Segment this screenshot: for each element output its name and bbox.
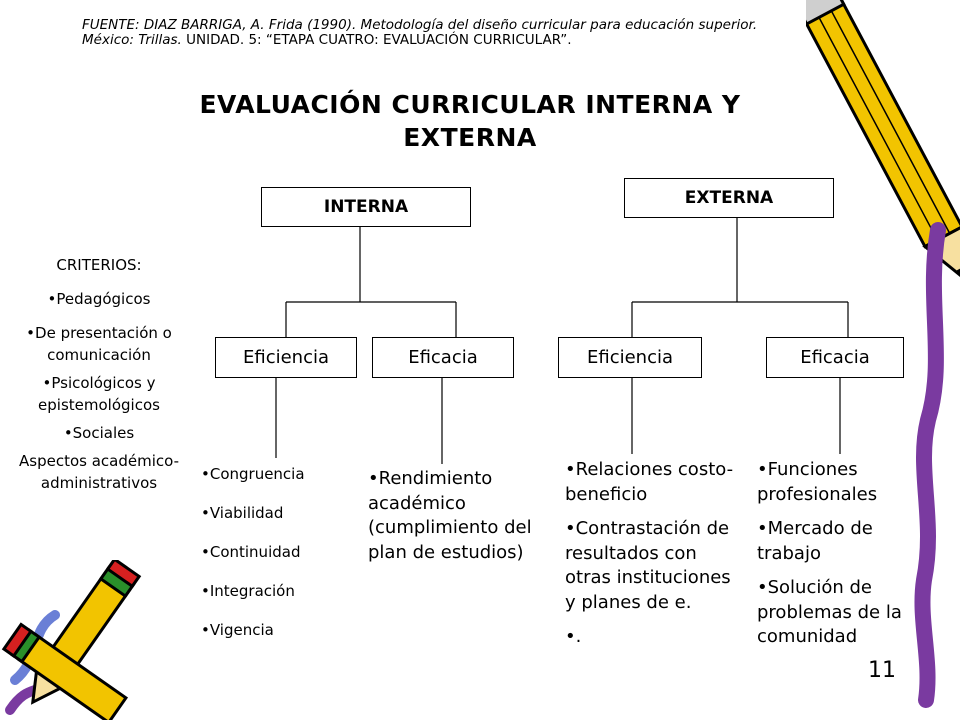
- page-title: [120, 88, 820, 154]
- source-plain: UNIDAD. 5: “ETAPA CUATRO: EVALUACIÓN CURRICULAR”.: [181, 32, 572, 48]
- criteria-list: [10, 254, 188, 500]
- list-item: •Continuidad: [201, 543, 301, 561]
- list-item: •Vigencia: [201, 621, 274, 639]
- list-item: •Mercado de trabajo: [757, 518, 873, 564]
- externa-eficacia-box: Eficacia: [766, 337, 904, 378]
- criteria-item: •Pedagógicos: [47, 290, 151, 308]
- list-item: •Congruencia: [201, 465, 305, 483]
- list-item: •.: [565, 626, 582, 647]
- criteria-item: •Sociales: [63, 424, 135, 442]
- list-item: •Relaciones costo-beneficio: [565, 459, 734, 505]
- interna-eficacia-box: Eficacia: [372, 337, 514, 378]
- interna-eficiencia-list: [201, 464, 351, 659]
- externa-eficiencia-list: [565, 458, 745, 660]
- interna-box: INTERNA: [261, 187, 471, 227]
- externa-eficacia-list: [757, 458, 917, 660]
- page-number: 11: [868, 658, 896, 683]
- criteria-item: •De presentación o comunicación: [26, 324, 172, 364]
- list-item: •Integración: [201, 582, 295, 600]
- list-item: •Funciones profesionales: [757, 459, 878, 505]
- externa-eficiencia-box: Eficiencia: [558, 337, 702, 378]
- source-citation: [82, 18, 782, 48]
- externa-box: EXTERNA: [624, 178, 834, 218]
- interna-eficiencia-box: Eficiencia: [215, 337, 357, 378]
- interna-eficacia-list: [368, 467, 538, 575]
- list-item: •Rendimiento académico (cumplimiento del plan de estudios): [368, 468, 532, 563]
- pencils-bottom-left-icon: [0, 560, 160, 720]
- title-line-2: EXTERNA: [403, 123, 537, 152]
- list-item: •Viabilidad: [201, 504, 284, 522]
- list-item: •Solución de problemas de la comunidad: [757, 577, 902, 647]
- title-line-1: EVALUACIÓN CURRICULAR INTERNA Y: [199, 90, 741, 119]
- source-italic: FUENTE: DIAZ BARRIGA, A. Frida (1990). Metodología del diseño curricular para educación superior. México: Trillas.: [82, 17, 758, 48]
- criteria-item: Aspectos académico-administrativos: [19, 452, 179, 492]
- criteria-item: •Psicológicos y epistemológicos: [38, 374, 160, 414]
- criteria-heading: CRITERIOS:: [56, 256, 142, 274]
- list-item: •Contrastación de resultados con otras instituciones y planes de e.: [565, 518, 731, 613]
